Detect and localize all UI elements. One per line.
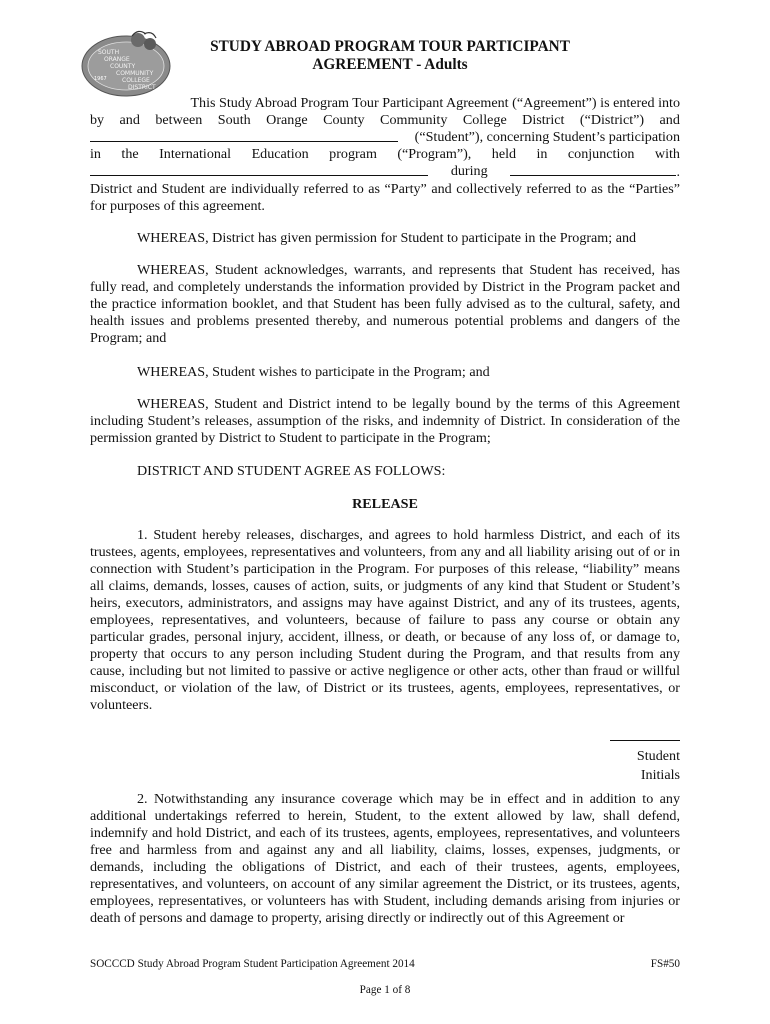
logo-text-3: COUNTY [110, 63, 136, 70]
whereas-1: WHEREAS, District has given permission for Student to participate in the Program; and [137, 230, 637, 246]
intro-rest: District and Student are individually referred to as “Party” and collectively referred to as the “Parties” for purposes of this agreement. [90, 181, 680, 214]
footer [90, 958, 680, 970]
section-2: 2. Notwithstanding any insurance coverage which may be in effect and in addition to any additional undertakings referred to herein, Student, to the extent allowed by law, shall defend, indemnify and hold District, and each of its trustees, agents, employees, representatives, and volunteers free and harmless from and against any and all liability, claims, losses, expenses, judgments, or demands, including the obligations of District, and each of their trustees, agents, employees, representatives, and volunteers, on account of any similar agreement the District, or its trustees, agents, employees, representatives, or volunteers has with Student, including demands arising from injuries or death of persons and damage to property, arising directly or indirectly out of this Agreement or [90, 791, 680, 926]
whereas-3: WHEREAS, Student wishes to participate in the Program; and [137, 364, 490, 380]
section-1: 1. Student hereby releases, discharges, and agrees to hold harmless District, and each of its trustees, agents, employees, representatives and volunteers, from any and all liability arising out of or in connection with Student’s participation in the Program. For purposes of this release, “liability” means all claims, demands, losses, causes of action, suits, or judgments of any kind that Student or Student’s heirs, executors, administrators, and assigns may have against District, and any of its trustees, agents, employees, representatives, and volunteers, because of failure to pass any course or obtain any particular grades, personal injury, accident, illness, or death, or because of any loss of, or damage to, property that occurs to any person including Student during the Program, and that results from any cause, including but not limited to passive or active negligence or other acts, other than fraud or willful misconduct, or violation of the law, of District or its trustees, agents, employees, representatives, or volunteers. [90, 527, 680, 713]
intro-line-1: This Study Abroad Program Tour Participant Agreement (“Agreement”) is entered into [190, 95, 680, 111]
document-title [190, 38, 590, 74]
student-initials [610, 728, 680, 785]
whereas-4: WHEREAS, Student and District intend to be legally bound by the terms of this Agreement including Student’s releases, assumption of the risks, and indemnity of District. In consideration of the permission granted by District to Student to participate in the Program; [90, 396, 680, 446]
dates-field[interactable] [510, 163, 676, 176]
initials-field[interactable] [610, 730, 680, 741]
initials-label-2: Initials [640, 767, 680, 783]
logo-text-6: DISTRICT [128, 84, 156, 91]
intro-paragraph [90, 95, 680, 215]
release-heading: RELEASE [352, 496, 418, 512]
footer-left: SOCCCD Study Abroad Program Student Participation Agreement 2014 [90, 958, 415, 970]
agreement-statement: DISTRICT AND STUDENT AGREE AS FOLLOWS: [137, 463, 446, 479]
logo-text-2: ORANGE [104, 56, 130, 63]
intro-line-3: (“Student”), concerning Student’s participation [90, 129, 680, 146]
logo-text-5: COLLEGE [122, 77, 150, 84]
intro-line-5: during . [90, 163, 680, 181]
logo-year: 1967 [94, 76, 107, 82]
initials-label-1: Student [636, 748, 680, 764]
title-line-2: AGREEMENT - Adults [312, 56, 468, 73]
intro-line-4: in the International Education program (“Program”), held in conjunction with [90, 146, 680, 162]
page-number: Page 1 of 8 [359, 984, 411, 996]
footer-right: FS#50 [650, 958, 680, 970]
institution-field[interactable] [90, 163, 428, 176]
student-name-field[interactable] [90, 129, 398, 142]
whereas-2: WHEREAS, Student acknowledges, warrants, and represents that Student has received, has fully read, and completely understands the information provided by District in the Program packet and the practice information booklet, and that Student has been fully advised as to the cultural, safety, and health issues and problems presented thereby, and numerous potential problems and dangers of the Program; and [90, 262, 680, 346]
logo-text-1: SOUTH [98, 49, 120, 56]
logo-text-4: COMMUNITY [116, 70, 154, 77]
socccd-logo-icon [80, 28, 175, 98]
intro-line-2: by and between South Orange County Community College District (“District”) and [90, 112, 680, 128]
title-line-1: STUDY ABROAD PROGRAM TOUR PARTICIPANT [210, 38, 570, 55]
